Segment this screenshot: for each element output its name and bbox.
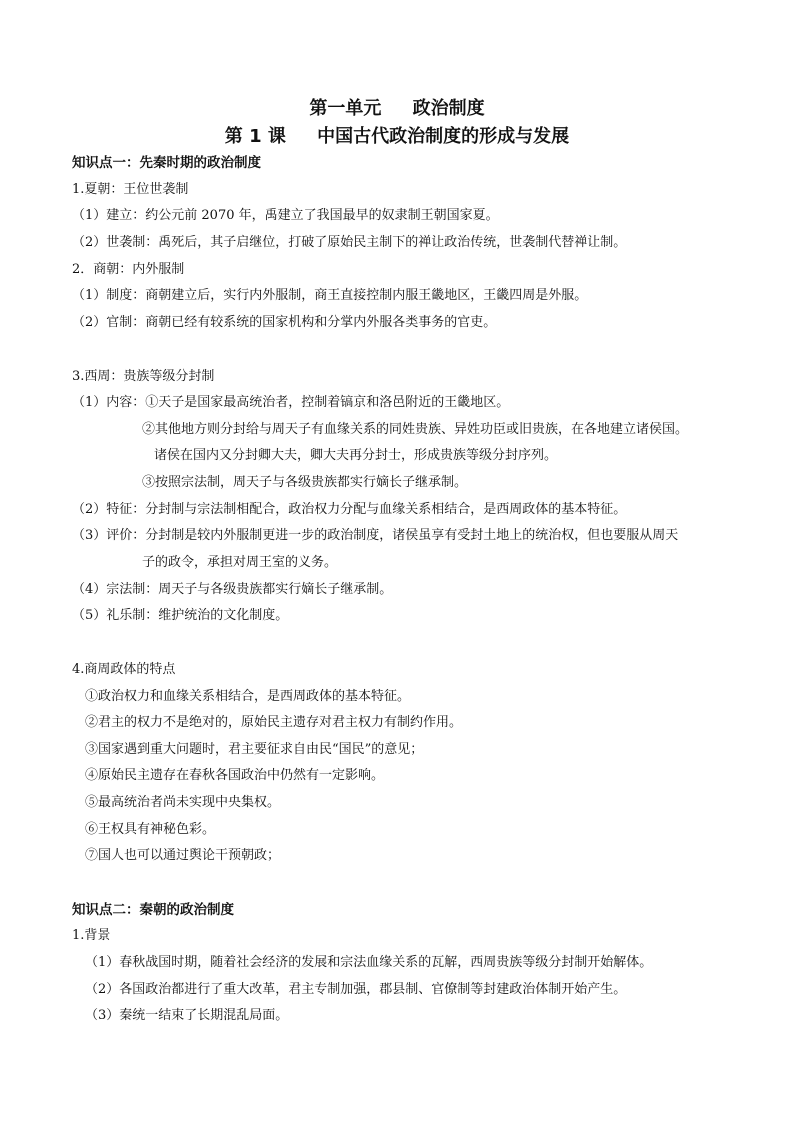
zhou-feature: （2）特征：分封制与宗法制相配合，政治权力分配与血缘关系相结合，是西周政体的基本特征。 — [72, 502, 627, 517]
features-item-3: ③国家遇到重大问题时，君主要征求自由民“国民”的意见； — [85, 742, 424, 757]
features-item-6: ⑥王权具有神秘色彩。 — [85, 822, 216, 837]
xia-item-1: （1）建立：约公元前 2070 年，禹建立了我国最早的奴隶制王朝国家夏。 — [72, 208, 499, 223]
xia-label: 1.夏朝：王位世袭制 — [72, 182, 189, 197]
background-label: 1.背景 — [72, 928, 111, 943]
background-item-3: （3）秦统一结束了长期混乱局面。 — [85, 1008, 289, 1023]
features-label: 4.商周政体的特点 — [72, 662, 176, 677]
zhou-eval-1: （3）评价：分封制是较内外服制更进一步的政治制度，诸侯虽享有受封土地上的统治权，但也要服从周天 — [72, 528, 679, 543]
zhou-label: 3.西周：贵族等级分封制 — [72, 369, 215, 384]
features-item-1: ①政治权力和血缘关系相结合，是西周政体的基本特征。 — [85, 689, 411, 704]
unit-title: 第一单元 政治制度 — [309, 98, 485, 119]
zhou-content-3: ③按照宗法制，周天子与各级贵族都实行嫡长子继承制。 — [142, 475, 468, 490]
shang-item-1: （1）制度：商朝建立后，实行内外服制，商王直接控制内服王畿地区，王畿四周是外服。 — [72, 288, 588, 303]
zhou-zongfa: （4）宗法制：周天子与各级贵族都实行嫡长子继承制。 — [72, 582, 393, 597]
background-item-1: （1）春秋战国时期，随着社会经济的发展和宗法血缘关系的瓦解，西周贵族等级分封制开始解体。 — [85, 955, 653, 970]
zhou-content-1: （1）内容：①天子是国家最高统治者，控制着镐京和洛邑附近的王畿地区。 — [72, 395, 510, 410]
zhou-content-2: ②其他地方则分封给与周天子有血缘关系的同姓贵族、异姓功臣或旧贵族，在各地建立诸侯国。 — [142, 422, 689, 437]
section-heading-kp2: 知识点二：秦朝的政治制度 — [72, 902, 234, 918]
features-item-4: ④原始民主遗存在春秋各国政治中仍然有一定影响。 — [85, 768, 385, 783]
zhou-eval-2: 子的政令，承担对周王室的义务。 — [142, 555, 338, 570]
section-heading-kp1: 知识点一：先秦时期的政治制度 — [72, 155, 261, 171]
shang-label: 2．商朝：内外服制 — [72, 262, 185, 277]
features-item-2: ②君主的权力不是绝对的，原始民主遗存对君主权力有制约作用。 — [85, 715, 463, 730]
features-item-5: ⑤最高统治者尚未实现中央集权。 — [85, 795, 281, 810]
features-item-7: ⑦国人也可以通过舆论干预朝政； — [85, 848, 281, 863]
xia-item-2: （2）世袭制：禹死后，其子启继位，打破了原始民主制下的禅让政治传统，世袭制代替禅让制。 — [72, 235, 627, 250]
background-item-2: （2）各国政治都进行了重大改革，君主专制加强，郡县制、官僚制等封建政治体制开始产生。 — [85, 982, 627, 997]
shang-item-2: （2）官制：商朝已经有较系统的国家机构和分掌内外服各类事务的官吏。 — [72, 315, 497, 330]
zhou-liyue: （5）礼乐制：维护统治的文化制度。 — [72, 608, 289, 623]
zhou-content-2b: 诸侯在国内又分封卿大夫，卿大夫再分封士，形成贵族等级分封序列。 — [154, 448, 558, 463]
lesson-title: 第 1 课 中国古代政治制度的形成与发展 — [224, 126, 570, 147]
